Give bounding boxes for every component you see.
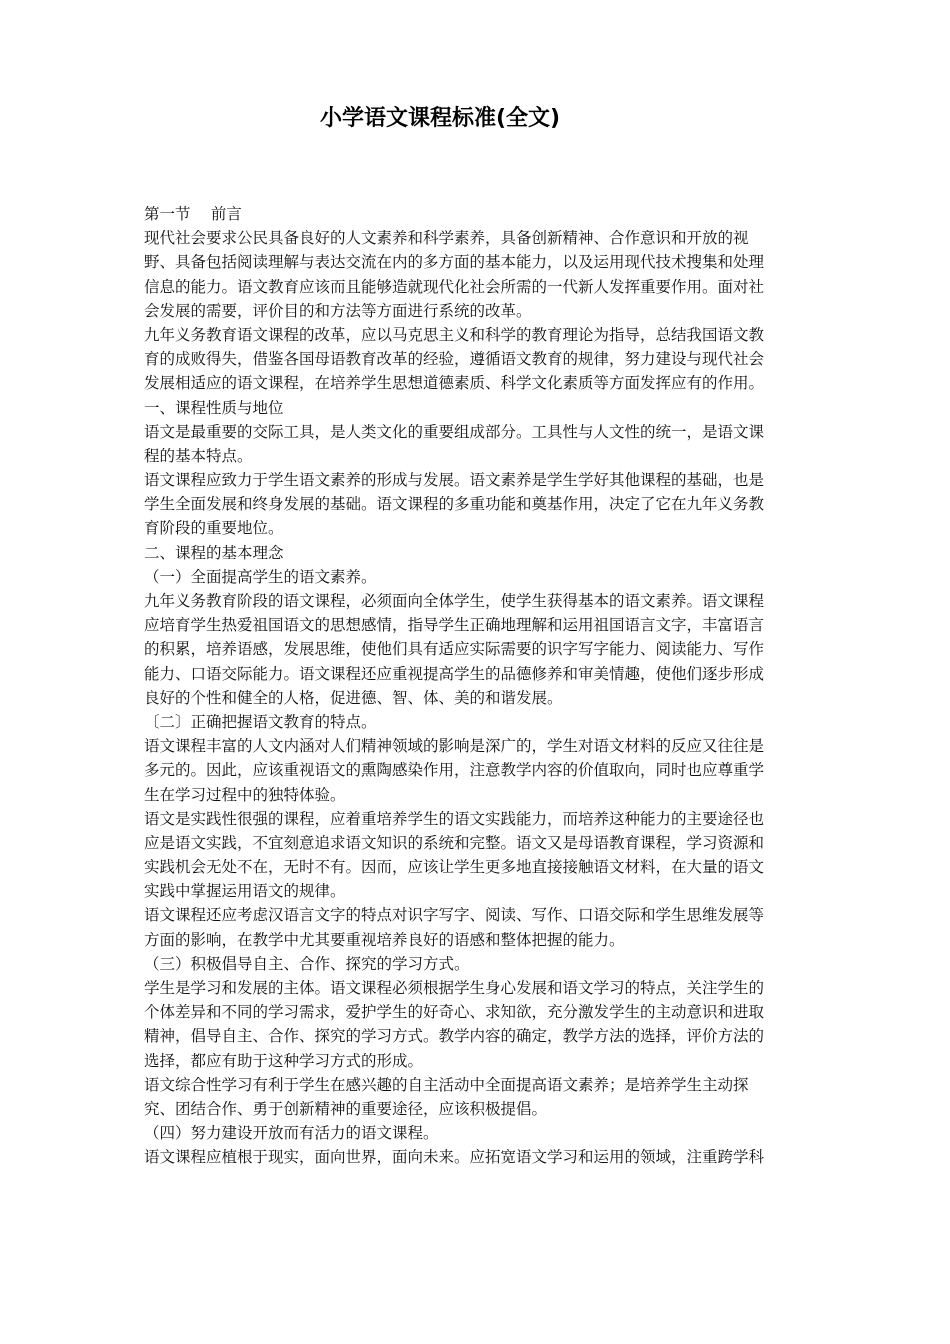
paragraph-line: 选择，都应有助于这种学习方式的形成。 <box>144 1051 424 1070</box>
paragraph-line: 应是语文实践，不宜刻意追求语文知识的系统和完整。语文又是母语教育课程，学习资源和 <box>144 833 765 852</box>
paragraph-line: 语文课程丰富的人文内涵对人们精神领域的影响是深广的，学生对语文材料的反应又往往是 <box>144 737 765 756</box>
paragraph-line: 程的基本特点。 <box>144 446 253 465</box>
paragraph-line: 九年义务教育语文课程的改革，应以马克思主义和科学的教育理论为指导，总结我国语文教 <box>144 325 765 344</box>
paragraph-line: 育的成败得失，借鉴各国母语教育改革的经验，遵循语文教育的规律，努力建设与现代社会 <box>144 350 765 369</box>
paragraph-line: 语文课程还应考虑汉语言文字的特点对识字写字、阅读、写作、口语交际和学生思维发展等 <box>144 906 765 925</box>
paragraph-line: 九年义务教育阶段的语文课程，必须面向全体学生，使学生获得基本的语文素养。语文课程 <box>144 592 765 610</box>
paragraph-line: 学生是学习和发展的主体。语文课程必须根据学生身心发展和语文学习的特点，关注学生的 <box>144 979 765 997</box>
section-heading: 第一节 前言 <box>144 205 242 223</box>
document-body <box>144 202 820 1170</box>
paragraph-line: 现代社会要求公民具备良好的人文素养和科学素养，具备创新精神、合作意识和开放的视 <box>144 229 749 248</box>
paragraph-line: 语文是实践性很强的课程，应着重培养学生的语文实践能力，而培养这种能力的主要途径也 <box>144 809 765 828</box>
section-heading: 一、课程性质与地位 <box>144 398 284 417</box>
paragraph-line: 语文课程应植根于现实，面向世界，面向未来。应拓宽语文学习和运用的领域，注重跨学科 <box>144 1148 765 1167</box>
paragraph-line: 究、团结合作、勇于创新精神的重要途径，应该积极提倡。 <box>144 1099 548 1118</box>
paragraph-line: 信息的能力。语文教育应该而且能够造就现代化社会所需的一代新人发挥重要作用。面对社 <box>144 277 765 296</box>
section-heading: 二、课程的基本理念 <box>144 543 284 562</box>
document-title: 小学语文课程标准(全文) <box>319 106 561 131</box>
paragraph-line: 语文课程应致力于学生语文素养的形成与发展。语文素养是学生学好其他课程的基础，也是 <box>144 471 765 490</box>
paragraph-line: 野、具备包括阅读理解与表达交流在内的多方面的基本能力，以及运用现代技术搜集和处理 <box>144 253 765 272</box>
paragraph-line: 语文综合性学习有利于学生在感兴趣的自主活动中全面提高语文素养；是培养学生主动探 <box>144 1075 749 1094</box>
paragraph-line: 实践中掌握运用语文的规律。 <box>144 882 346 901</box>
paragraph-line: 应培育学生热爱祖国语文的思想感情，指导学生正确地理解和运用祖国语言文字，丰富语言 <box>144 616 765 635</box>
paragraph-line: 语文是最重要的交际工具，是人类文化的重要组成部分。工具性与人文性的统一，是语文课 <box>144 422 765 441</box>
paragraph-line: 学生全面发展和终身发展的基础。语文课程的多重功能和奠基作用，决定了它在九年义务教 <box>144 495 765 514</box>
paragraph-line: 良好的个性和健全的人格，促进德、智、体、美的和谐发展。 <box>144 688 563 707</box>
paragraph-line: 能力、口语交际能力。语文课程还应重视提高学生的品德修养和审美情趣，使他们逐步形成 <box>144 664 765 683</box>
section-heading: （三）积极倡导自主、合作、探究的学习方式。 <box>144 954 470 973</box>
paragraph-line: 精神，倡导自主、合作、探究的学习方式。教学内容的确定，教学方法的选择，评价方法的 <box>144 1027 765 1046</box>
paragraph-line: 多元的。因此，应该重视语文的熏陶感染作用，注意教学内容的价值取向，同时也应尊重学 <box>144 761 765 780</box>
paragraph-line: 的积累，培养语感，发展思维，使他们具有适应实际需要的识字写字能力、阅读能力、写作 <box>144 640 765 659</box>
section-heading: （四）努力建设开放而有活力的语文课程。 <box>144 1124 439 1143</box>
section-heading: 〔二〕正确把握语文教育的特点。 <box>144 712 377 731</box>
paragraph-line: 个体差异和不同的学习需求，爱护学生的好奇心、求知欲，充分激发学生的主动意识和进取 <box>144 1003 765 1022</box>
paragraph-line: 会发展的需要，评价目的和方法等方面进行系统的改革。 <box>144 301 532 320</box>
paragraph-line: 育阶段的重要地位。 <box>144 519 284 538</box>
paragraph-line: 发展相适应的语文课程，在培养学生思想道德素质、科学文化素质等方面发挥应有的作用。 <box>144 374 765 393</box>
paragraph-line: 实践机会无处不在，无时不有。因而，应该让学生更多地直接接触语文材料，在大量的语文 <box>144 858 765 877</box>
section-heading: （一）全面提高学生的语文素养。 <box>144 567 377 586</box>
paragraph-line: 生在学习过程中的独特体验。 <box>144 785 346 804</box>
paragraph-line: 方面的影响，在教学中尤其要重视培养良好的语感和整体把握的能力。 <box>144 930 625 949</box>
